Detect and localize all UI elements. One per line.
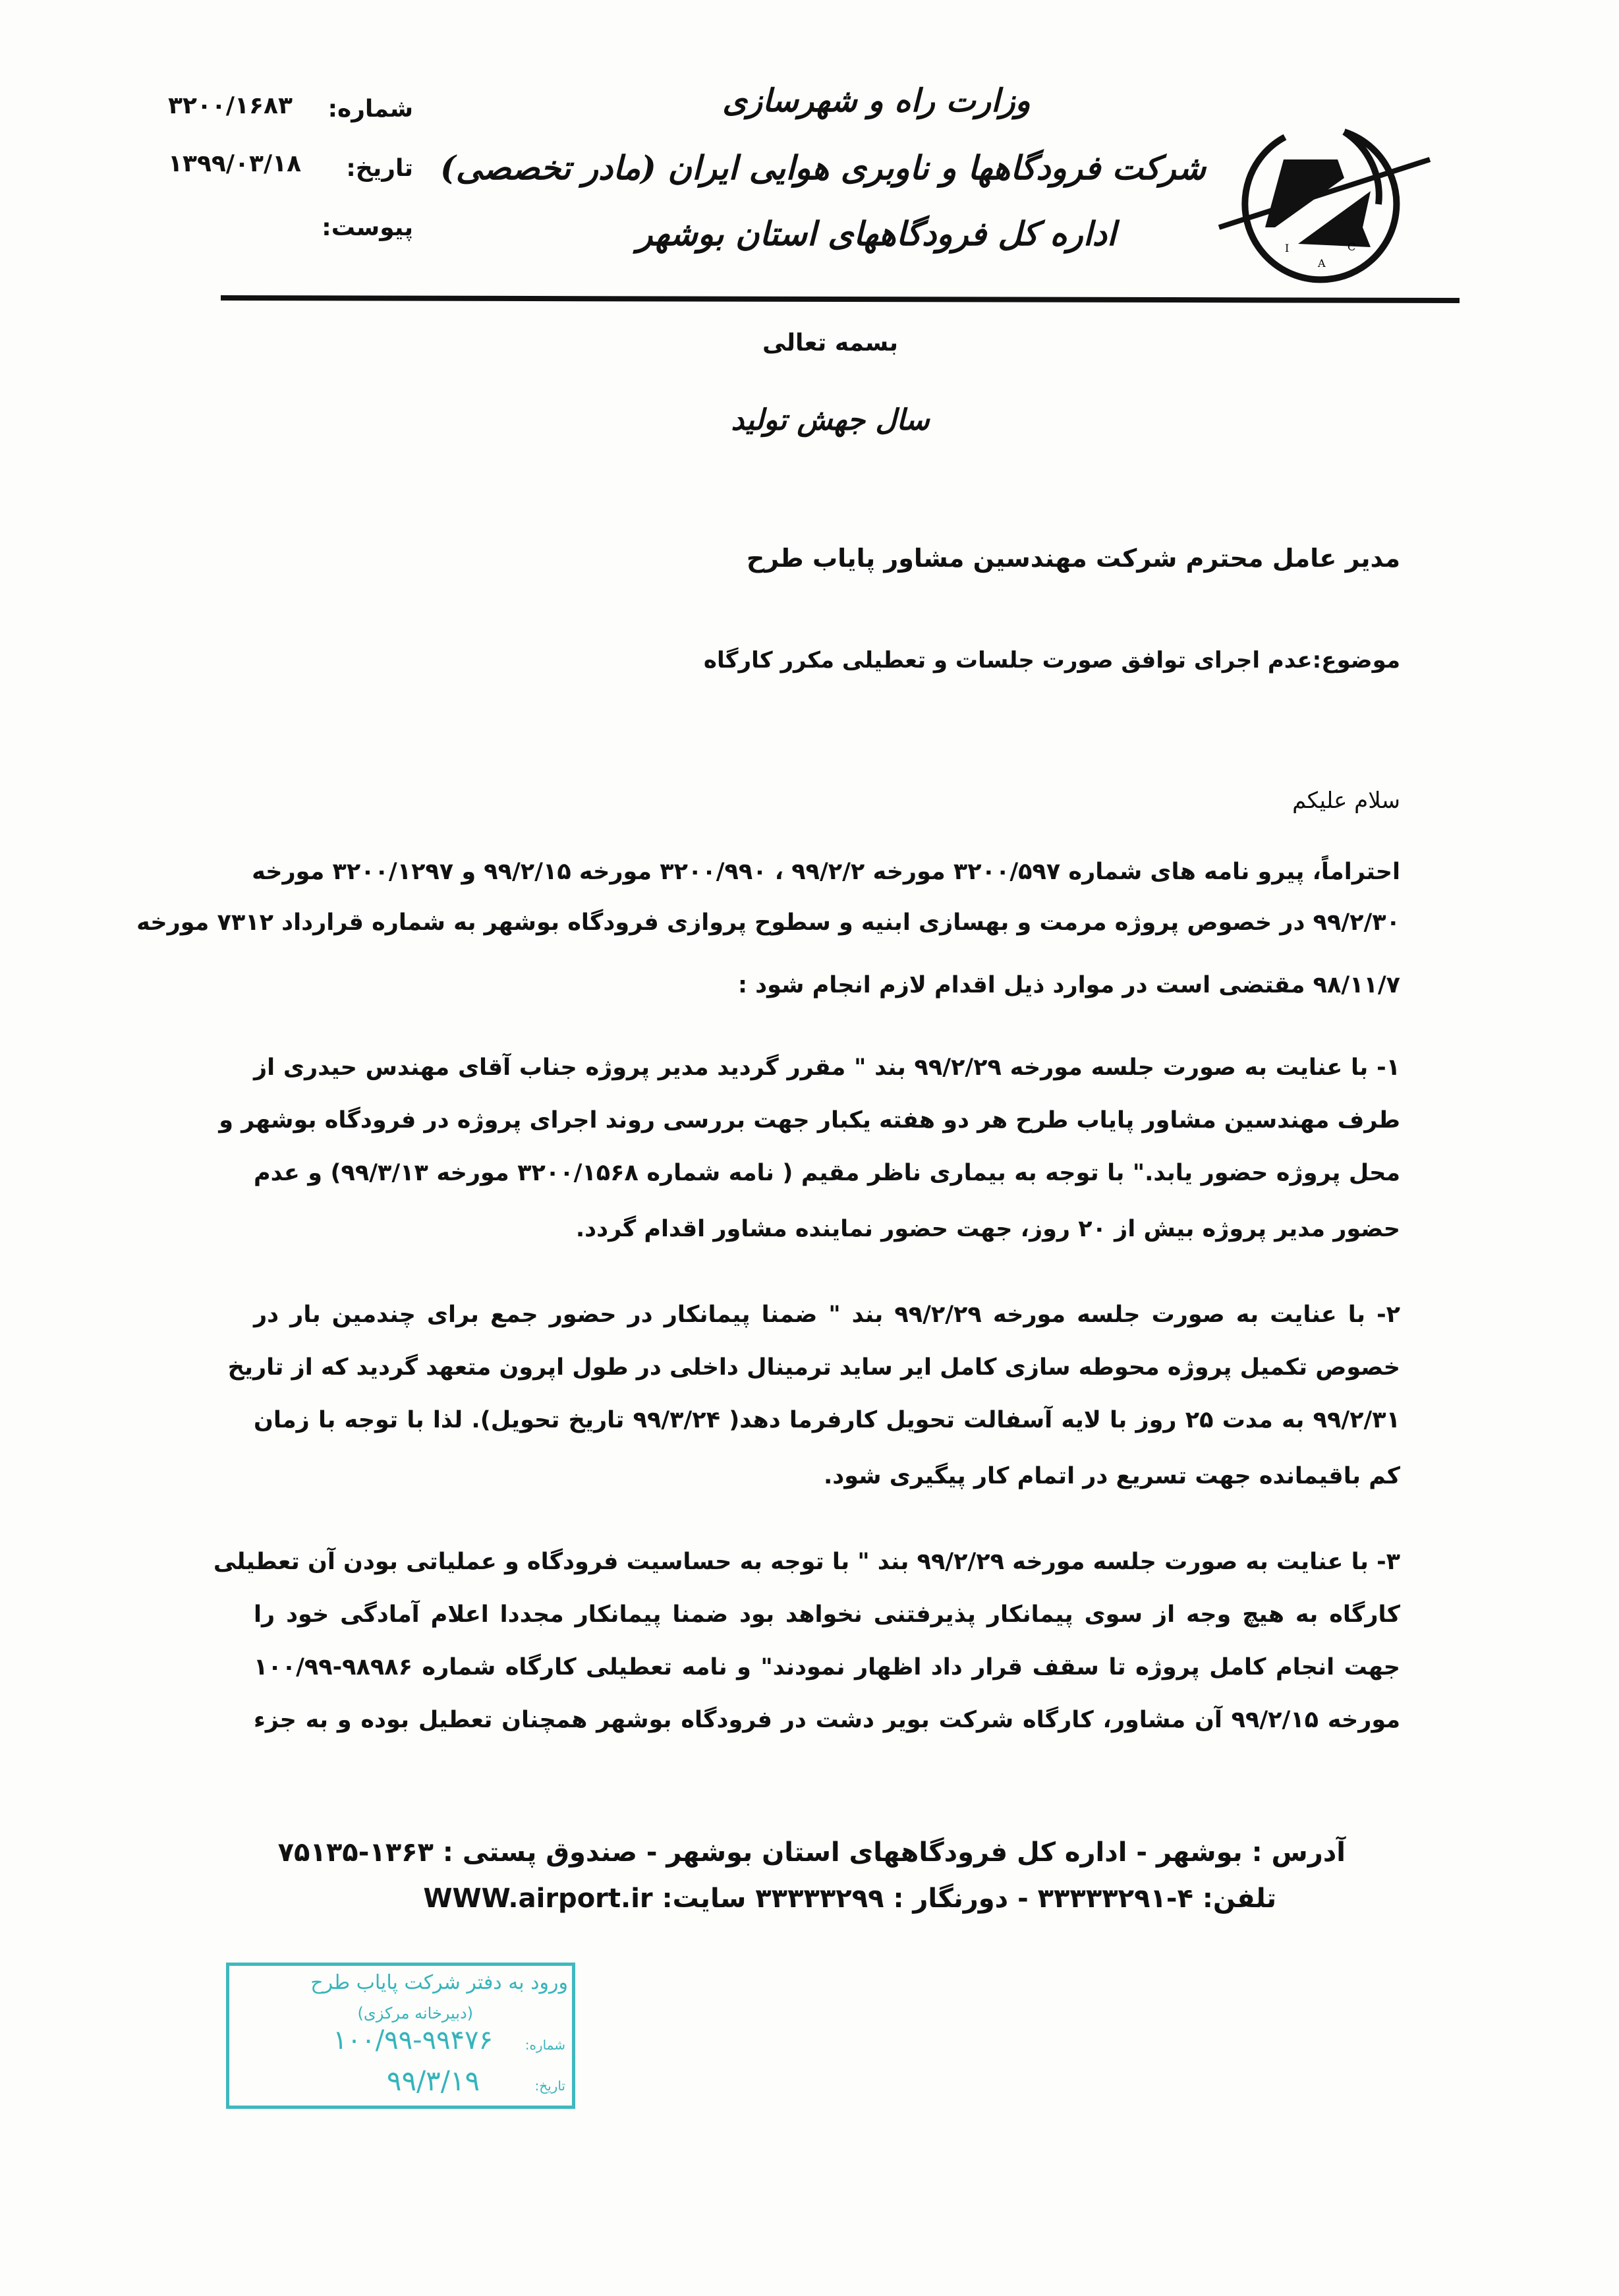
intro-line-text: ۹۹/۲/۳۰ در خصوص پروژه مرمت و بهسازی ابنیه و سطوح پروازی فرودگاه بوشهر به شماره قرارداد ۷۳۱۲ مورخه [136, 909, 1400, 936]
greeting: سلام علیکم [1292, 788, 1400, 814]
stamp-number-value: ۱۰۰/۹۹-۹۹۴۷۶ [333, 2025, 493, 2055]
item-line: ۹۹/۲/۳۱ به مدت ۲۵ روز با لایه آسفالت تحویل کارفرما دهد( ۹۹/۳/۲۴ تاریخ تحویل). لذا با توجه با زمان [254, 1407, 1400, 1433]
item-line: مورخه ۹۹/۲/۱۵ آن مشاور، کارگاه شرکت بویر دشت در فرودگاه بوشهر همچنان تعطیل بوده و به جزء [254, 1707, 1400, 1733]
item-line: کارگاه به هیچ وجه از سوی پیمانکار پذیرفتنی نخواهد بود ضمنا پیمانکار مجددا اعلام آمادگی خود را [254, 1601, 1400, 1628]
department-name: اداره کل فرودگاههای استان بوشهر [637, 214, 1116, 253]
year-motto: سال جهش تولید [731, 403, 930, 437]
stamp-number-label: شماره: [525, 2037, 565, 2053]
item-line: کم باقیمانده جهت تسریع در اتمام کار پیگیری شود. [823, 1463, 1400, 1489]
item-line: حضور مدیر پروژه بیش از ۲۰ روز، جهت حضور نماینده مشاور اقدام گردد. [575, 1216, 1400, 1242]
stamp-date-value: ۹۹/۳/۱۹ [386, 2065, 480, 2097]
item-line: جهت انجام کامل پروژه تا سقف قرار داد اظهار نمودند" و نامه تعطیلی کارگاه شماره ۹۸۹۸۶-۱۰۰/۹۹ [254, 1654, 1400, 1680]
footer-contact: تلفن: ۴-۳۳۳۳۳۲۹۱ - دورنگار : ۳۳۳۳۳۲۹۹ سایت: WWW.airport.ir [423, 1883, 1276, 1914]
item-line: طرف مهندسین مشاور پایاب طرح هر دو هفته یکبار جهت بررسی روند اجرای پروژه در فرودگاه بوشهر و [219, 1107, 1400, 1134]
organization-logo [1206, 112, 1443, 283]
recipient: مدیر عامل محترم شرکت مهندسین مشاور پایاب طرح [746, 544, 1400, 573]
number-value: ۳۲۰۰/۱۶۸۳ [168, 92, 293, 119]
stamp-date-label: تاریخ: [534, 2078, 565, 2094]
subject: موضوع:عدم اجرای توافق صورت جلسات و تعطیلی مکرر کارگاه [703, 647, 1400, 674]
footer-address: آدرس : بوشهر - اداره کل فرودگاههای استان بوشهر - صندوق پستی : ۱۳۶۳-۷۵۱۳۵ [277, 1837, 1346, 1868]
intro-line [136, 909, 1400, 936]
item-line: ۳- با عنایت به صورت جلسه مورخه ۹۹/۲/۲۹ بند " با توجه به حساسیت فرودگاه و عملیاتی بودن آن تعطیلی [213, 1549, 1400, 1575]
attachment-label: پیوست: [322, 214, 413, 241]
stamp-title: ورود به دفتر شرکت پایاب طرح [310, 1971, 568, 1994]
intro-line-text: احتراماً، پیرو نامه های شماره ۳۲۰۰/۵۹۷ مورخه ۹۹/۲/۲ ، ۳۲۰۰/۹۹۰ مورخه ۹۹/۲/۱۵ و ۳۲۰۰/۱۲۹۷ مورخه [252, 859, 1400, 885]
item-line: ۱- با عنایت به صورت جلسه مورخه ۹۹/۲/۲۹ بند " مقرر گردید مدیر پروژه جناب آقای مهندس حیدری از [254, 1054, 1400, 1081]
header-divider [221, 295, 1460, 303]
number-label: شماره: [327, 96, 413, 123]
item-line: ۲- با عنایت به صورت جلسه مورخه ۹۹/۲/۲۹ بند " ضمنا پیمانکار در حضور جمع برای چندمین بار در [254, 1302, 1401, 1328]
ministry-name: وزارت راه و شهرسازی [722, 82, 1031, 119]
received-stamp [226, 1963, 575, 2109]
date-label: تاریخ: [346, 155, 413, 182]
company-name: شرکت فرودگاهها و ناوبری هوایی ایران (مادر تخصصی) [440, 148, 1206, 187]
intro-line [254, 859, 1400, 885]
date-value: ۱۳۹۹/۰۳/۱۸ [168, 150, 302, 177]
invocation: بسمه تعالی [762, 330, 898, 357]
item-line: خصوص تکمیل پروژه محوطه سازی کامل ایر ساید ترمینال داخلی در طول اپرون متعهد گردید که از تاریخ [227, 1354, 1400, 1381]
intro-line [254, 972, 1400, 998]
svg-text:A: A [1318, 257, 1326, 270]
intro-line-text: ۹۸/۱۱/۷ مقتضی است در موارد ذیل اقدام لازم انجام شود : [737, 972, 1400, 998]
item-line: محل پروژه حضور یابد." با توجه به بیماری ناظر مقیم ( نامه شماره ۳۲۰۰/۱۵۶۸ مورخه ۹۹/۳/۱۳) و عدم [254, 1160, 1400, 1186]
svg-text:C: C [1348, 241, 1356, 253]
svg-text:I: I [1285, 242, 1290, 254]
stamp-subtitle: (دبیرخانه مرکزی) [357, 2004, 473, 2023]
